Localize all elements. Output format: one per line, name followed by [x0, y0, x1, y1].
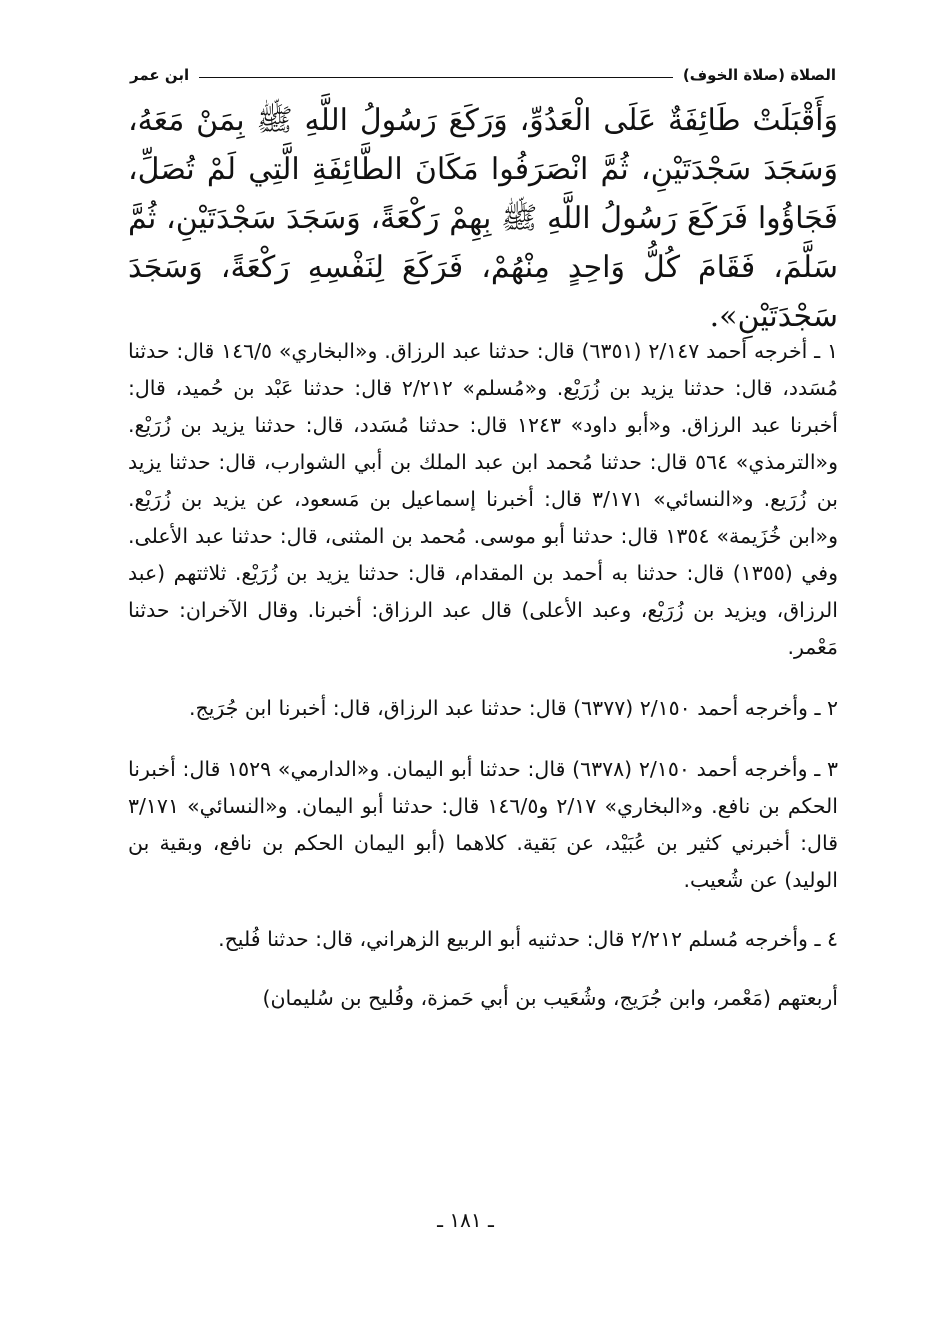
footnote-2: ٢ ـ وأخرجه أحمد ٢/١٥٠ (٦٣٧٧) قال: حدثنا عبد الرزاق، قال: أخبرنا ابن جُرَيج. [188, 696, 838, 720]
footnotes [128, 333, 838, 1017]
header-narrator: ابن عمر [130, 66, 190, 84]
footnote-1: ١ ـ أخرجه أحمد ٢/١٤٧ (٦٣٥١) قال: حدثنا عبد الرزاق. و«البخاري» ١٤٦/٥ قال: حدثنا مُسَدد، قال: حدثنا يزيد بن زُرَيْع. و«مُسلم» ٢/٢١٢ قال: حدثنا عَبْد بن حُميد، قال: أخبرنا عبد الرزاق. و«أبو داود» ١٢٤٣ قال: حدثنا مُسَدد، قال: حدثنا يزيد بن زُرَيْع. و«الترمذي» ٥٦٤ قال: حدثنا مُحمد ابن عبد الملك بن أبي الشوارب، قال: حدثنا يزيد بن زُرَيع. و«النسائي» ٣/١٧١ قال: أخبرنا إسماعيل بن مَسعود، عن يزيد بن زُرَيْع. و«ابن خُزَيمة» ١٣٥٤ قال: حدثنا أبو موسى. مُحمد بن المثنى، قال: حدثنا عبد الأعلى. وفي (١٣٥٥) قال: حدثنا به أحمد بن المقدام، قال: حدثنا يزيد بن زُرَيْع. ثلاثتهم (عبد الرزاق، ويزيد بن زُرَيْع، وعبد الأعلى) قال عبد الرزاق: أخبرنا. وقال الآخران: حدثنا مَعْمر. [128, 339, 839, 659]
hadith-text: وَأَقْبَلَتْ طَائِفَةٌ عَلَى الْعَدُوِّ، وَرَكَعَ رَسُولُ اللَّهِ ﷺ بِمَنْ مَعَهُ، وَسَجَدَ سَجْدَتَيْنِ، ثُمَّ انْصَرَفُوا مَكَانَ الطَّائِفَةِ الَّتِي لَمْ تُصَلِّ، فَجَاؤُوا فَرَكَعَ رَسُولُ اللَّهِ ﷺ بِهِمْ رَكْعَةً، وَسَجَدَ سَجْدَتَيْنِ، ثُمَّ سَلَّمَ، فَقَامَ كُلُّ وَاحِدٍ مِنْهُمْ، فَرَكَعَ لِنَفْسِهِ رَكْعَةً، وَسَجَدَ سَجْدَتَيْنِ». [128, 103, 838, 334]
running-header [130, 62, 836, 88]
page-number: ـ ١٨١ ـ [437, 1208, 494, 1232]
header-rule [199, 77, 673, 78]
footnote-3: ٣ ـ وأخرجه أحمد ٢/١٥٠ (٦٣٧٨) قال: حدثنا أبو اليمان. و«الدارمي» ١٥٢٩ قال: أخبرنا الحكم بن نافع. و«البخاري» ٢/١٧ و١٤٦/٥ قال: حدثنا أبو اليمان. و«النسائي» ٣/١٧١ قال: أخبرني كثير بن عُبَيْد، عن بَقية. كلاهما (أبو اليمان الحكم بن نافع، وبقية بن الوليد) عن شُعيب. [128, 757, 839, 892]
footnote-summary: أربعتهم (مَعْمر، وابن جُرَيج، وشُعَيب بن أبي حَمزة، وفُليح بن سُليمان) [262, 986, 838, 1010]
footnote-4: ٤ ـ وأخرجه مُسلم ٢/٢١٢ قال: حدثنيه أبو الربيع الزهراني، قال: حدثنا فُليح. [218, 927, 838, 951]
header-chapter: الصلاة (صلاة الخوف) [682, 66, 836, 84]
